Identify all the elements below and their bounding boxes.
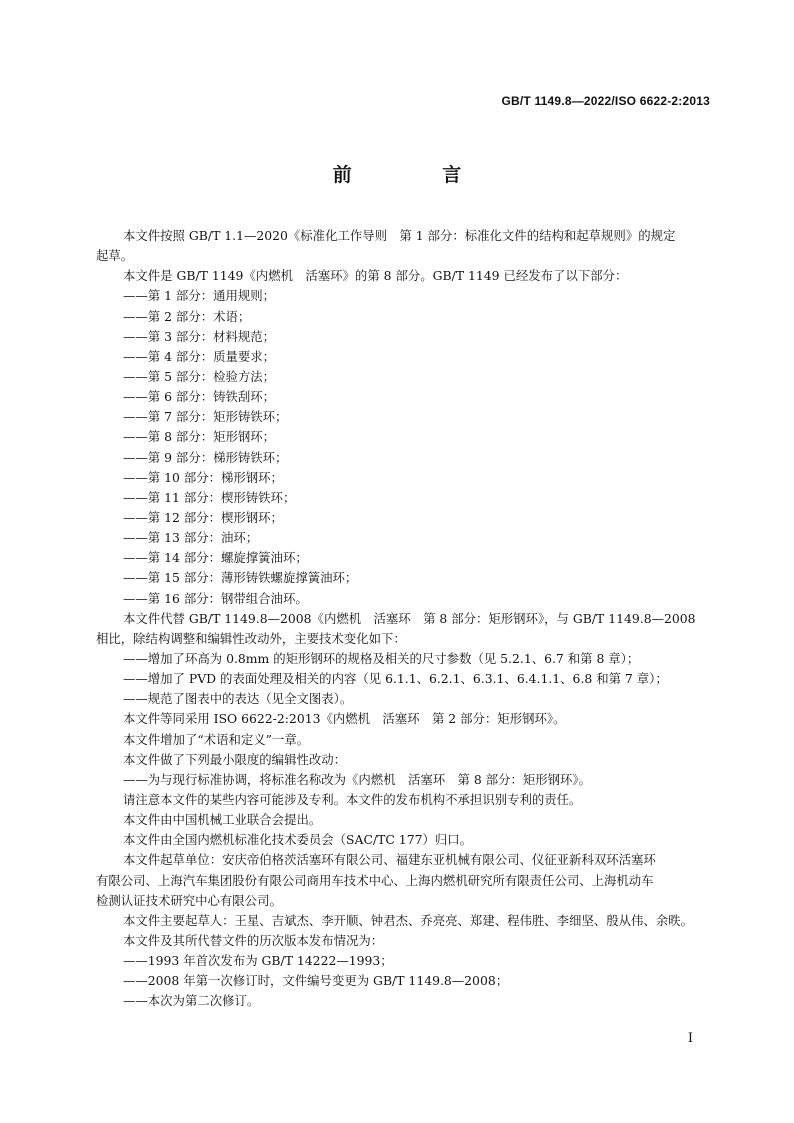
text-line: 本文件做了下列最小限度的编辑性改动：: [123, 751, 347, 767]
text-line: ——第 8 部分：矩形钢环；: [123, 429, 276, 445]
text-line: 本文件起草单位：安庆帝伯格茨活塞环有限公司、福建东亚机械有限公司、仪征亚新科双环活塞环: [123, 852, 656, 868]
text-line: ——第 13 部分：油环；: [123, 530, 259, 546]
preface-body: [96, 226, 716, 1011]
text-line: ——本次为第二次修订。: [123, 993, 260, 1009]
text-line: 请注意本文件的某些内容可能涉及专利。本文件的发布机构不承担识别专利的责任。: [123, 791, 582, 807]
text-line: ——增加了 PVD 的表面处理及相关的内容（见 6.1.1、6.2.1、6.3.1、6.4.1.1、6.8 和第 7 章）；: [123, 671, 668, 687]
text-line: 本文件主要起草人：王星、吉斌杰、李开顺、钟君杰、乔亮亮、郑建、程伟胜、李细坚、殷从伟、余昳。: [123, 912, 693, 928]
text-line: ——第 7 部分：矩形铸铁环；: [123, 409, 288, 425]
text-line: ——为与现行标准协调，将标准名称改为《内燃机 活塞环 第 8 部分：矩形钢环》。: [123, 771, 592, 787]
text-line: ——1993 年首次发布为 GB/T 14222—1993；: [123, 953, 393, 969]
text-line: ——第 12 部分：楔形钢环；: [123, 509, 283, 525]
text-line: ——规范了图表中的表达（见全文图表）。: [123, 691, 353, 707]
text-line: ——第 11 部分：楔形铸铁环；: [123, 489, 296, 505]
text-line: ——第 14 部分：螺旋撑簧油环；: [123, 550, 308, 566]
text-line: ——第 3 部分：材料规范；: [123, 328, 276, 344]
text-line: ——第 4 部分：质量要求；: [123, 348, 276, 364]
text-line: ——第 2 部分：术语；: [123, 308, 251, 324]
text-line: ——第 6 部分：铸铁刮环；: [123, 389, 276, 405]
text-line: ——第 15 部分：薄形铸铁螺旋撑簧油环；: [123, 570, 358, 586]
text-line: 本文件按照 GB/T 1.1—2020《标准化工作导则 第 1 部分：标准化文件的结构和起草规则》的规定: [123, 228, 676, 243]
text-line: 本文件是 GB/T 1149《内燃机 活塞环》的第 8 部分。GB/T 1149 已经发布了以下部分：: [123, 268, 628, 284]
text-line: 检测认证技术研究中心有限公司。: [96, 892, 282, 908]
text-line: 本文件及其所代替文件的历次版本发布情况为：: [123, 932, 384, 948]
text-line: 本文件由中国机械工业联合会提出。: [123, 812, 322, 828]
text-line: 相比，除结构调整和编辑性改动外，主要技术变化如下：: [96, 630, 406, 646]
text-line: ——第 10 部分：梯形钢环；: [123, 469, 283, 485]
text-line: 起草。: [96, 248, 134, 264]
standard-code-header: GB/T 1149.8—2022/ISO 6622-2:2013: [501, 94, 710, 108]
text-line: 本文件等同采用 ISO 6622-2:2013《内燃机 活塞环 第 2 部分：矩形钢环》。: [123, 711, 566, 727]
text-line: ——第 1 部分：通用规则；: [123, 288, 276, 304]
page-title: 前 言: [332, 164, 504, 186]
text-line: 有限公司、上海汽车集团股份有限公司商用车技术中心、上海内燃机研究所有限责任公司、上海机动车: [96, 872, 654, 888]
text-line: 本文件代替 GB/T 1149.8—2008《内燃机 活塞环 第 8 部分：矩形钢环》，与 GB/T 1149.8—2008: [123, 610, 696, 626]
text-line: 本文件增加了“术语和定义”一章。: [123, 731, 310, 747]
text-line: 本文件由全国内燃机标准化技术委员会（SAC/TC 177）归口。: [123, 832, 473, 848]
text-line: ——2008 年第一次修订时，文件编号变更为 GB/T 1149.8—2008；: [123, 973, 509, 989]
text-line: ——增加了环高为 0.8mm 的矩形钢环的规格及相关的尺寸参数（见 5.2.1、6.7 和第 8 章）；: [123, 650, 640, 666]
text-line: ——第 16 部分：钢带组合油环。: [123, 590, 308, 606]
page-number: I: [687, 1031, 693, 1046]
text-line: ——第 9 部分：梯形铸铁环；: [123, 449, 288, 465]
text-line: ——第 5 部分：检验方法；: [123, 368, 276, 384]
